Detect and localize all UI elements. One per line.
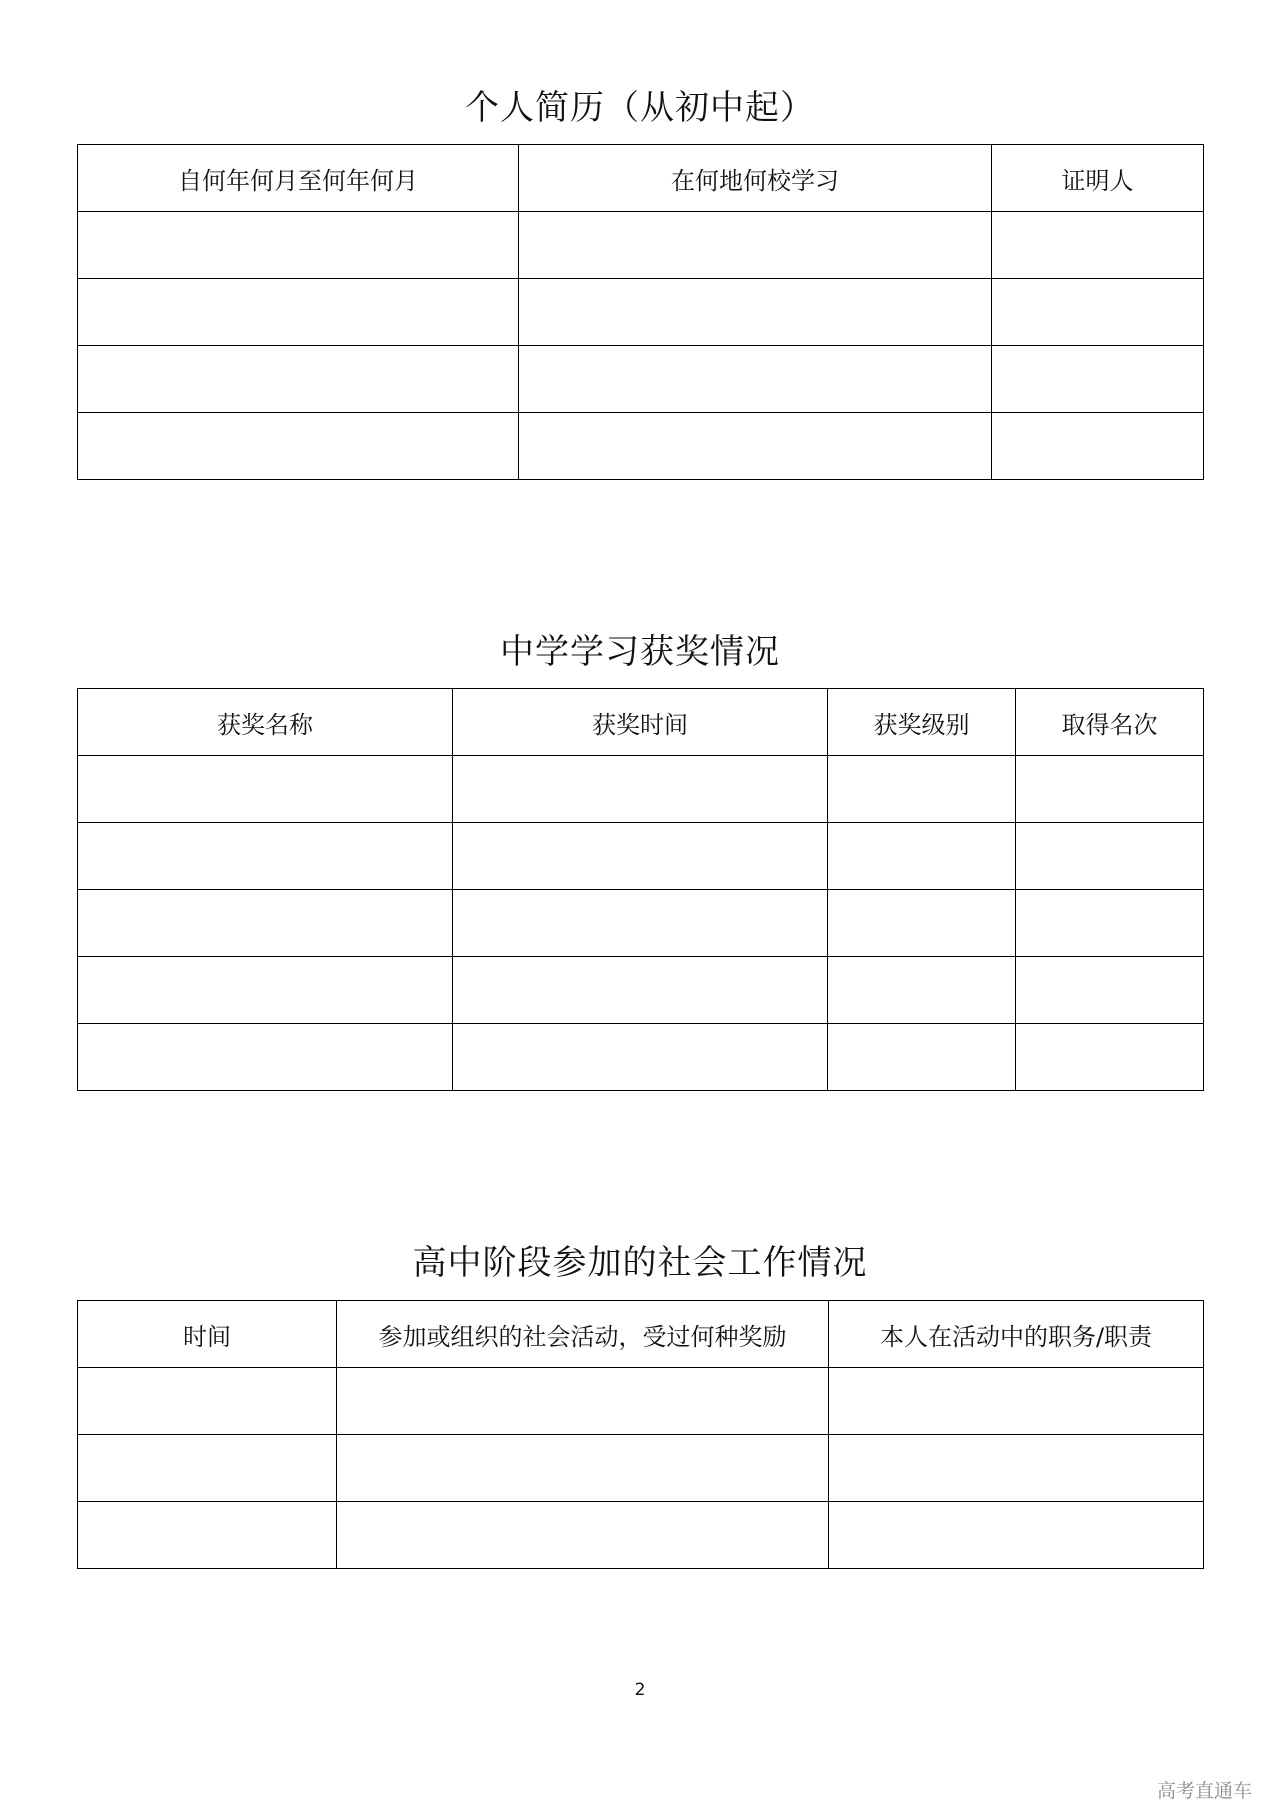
page-number: 2 [634,1680,646,1700]
period-cell[interactable] [78,346,519,413]
column-header-school: 在何地何校学习 [519,145,992,212]
time-cell[interactable] [78,1435,337,1502]
column-header-award-name: 获奖名称 [78,689,453,756]
awards-section-title: 中学学习获奖情况 [500,632,780,672]
award-level-cell[interactable] [828,1024,1016,1091]
column-header-award-time: 获奖时间 [453,689,828,756]
activity-cell[interactable] [337,1368,829,1435]
column-header-role: 本人在活动中的职务/职责 [829,1301,1204,1368]
table-row [78,1368,1204,1435]
table-header-row [78,1301,1204,1368]
column-header-award-level: 获奖级别 [828,689,1016,756]
column-header-award-rank: 取得名次 [1016,689,1204,756]
column-header-activity: 参加或组织的社会活动，受过何种奖励 [337,1301,829,1368]
time-cell[interactable] [78,1368,337,1435]
awards-table [77,688,1204,1091]
award-time-cell[interactable] [453,957,828,1024]
school-cell[interactable] [519,346,992,413]
social-work-table [77,1300,1204,1569]
role-cell[interactable] [829,1435,1204,1502]
table-header-row [78,689,1204,756]
award-level-cell[interactable] [828,890,1016,957]
table-row [78,756,1204,823]
award-rank-cell[interactable] [1016,823,1204,890]
award-rank-cell[interactable] [1016,957,1204,1024]
award-time-cell[interactable] [453,756,828,823]
award-rank-cell[interactable] [1016,1024,1204,1091]
witness-cell[interactable] [992,279,1204,346]
school-cell[interactable] [519,413,992,480]
table-row [78,823,1204,890]
watermark: 高考直通车 [1156,1780,1252,1802]
award-name-cell[interactable] [78,890,453,957]
award-name-cell[interactable] [78,756,453,823]
period-cell[interactable] [78,212,519,279]
witness-cell[interactable] [992,212,1204,279]
column-header-witness: 证明人 [992,145,1204,212]
social-work-section-title: 高中阶段参加的社会工作情况 [412,1243,868,1283]
award-level-cell[interactable] [828,756,1016,823]
school-cell[interactable] [519,212,992,279]
table-header-row [78,145,1204,212]
activity-cell[interactable] [337,1435,829,1502]
period-cell[interactable] [78,413,519,480]
table-row [78,279,1204,346]
table-row [78,1435,1204,1502]
table-row [78,346,1204,413]
table-row [78,413,1204,480]
table-row [78,1024,1204,1091]
award-name-cell[interactable] [78,823,453,890]
time-cell[interactable] [78,1502,337,1569]
role-cell[interactable] [829,1368,1204,1435]
award-time-cell[interactable] [453,890,828,957]
witness-cell[interactable] [992,346,1204,413]
award-name-cell[interactable] [78,957,453,1024]
award-time-cell[interactable] [453,823,828,890]
award-rank-cell[interactable] [1016,756,1204,823]
table-row [78,890,1204,957]
table-row [78,212,1204,279]
column-header-period: 自何年何月至何年何月 [78,145,519,212]
award-level-cell[interactable] [828,957,1016,1024]
resume-table [77,144,1204,480]
school-cell[interactable] [519,279,992,346]
resume-section-title: 个人简历（从初中起） [465,88,815,128]
activity-cell[interactable] [337,1502,829,1569]
award-level-cell[interactable] [828,823,1016,890]
award-name-cell[interactable] [78,1024,453,1091]
period-cell[interactable] [78,279,519,346]
column-header-time: 时间 [78,1301,337,1368]
table-row [78,1502,1204,1569]
table-row [78,957,1204,1024]
award-rank-cell[interactable] [1016,890,1204,957]
award-time-cell[interactable] [453,1024,828,1091]
role-cell[interactable] [829,1502,1204,1569]
witness-cell[interactable] [992,413,1204,480]
